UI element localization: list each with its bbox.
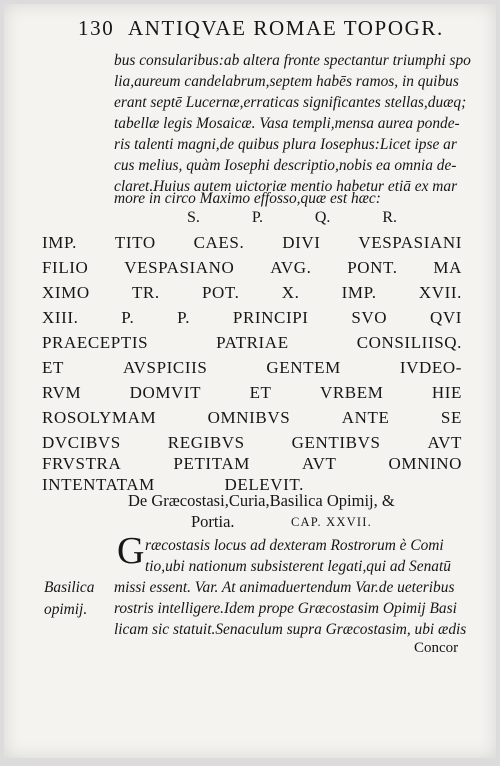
inscription-line <box>42 433 462 453</box>
text-line: licam sic statuit.Senaculum supra Græcostasim, ubi ædis <box>114 621 467 638</box>
spqr-letter: Q. <box>314 209 331 226</box>
text-line: missi essent. Var. At animaduertendum Var.de ueteribus <box>114 579 455 596</box>
inscription-word: POT. <box>201 283 240 302</box>
book-page <box>4 4 496 758</box>
inscription-word: PATRIAE <box>216 333 289 352</box>
inscription-word: DELEVIT. <box>224 475 304 494</box>
chapter-title: De Græcostasi,Curia,Basilica Opimij, & <box>128 491 395 510</box>
inscription-word: AVSPICIIS <box>122 358 208 377</box>
marginal-note: opimij. <box>44 601 88 618</box>
text-line: cus melius, quàm Iosephi descriptio,nobis ea omnia de- <box>114 157 457 174</box>
inscription-line <box>42 333 462 353</box>
inscription-word: AVG. <box>270 258 312 277</box>
drop-capital: G <box>117 530 145 572</box>
inscription-word: IVDEO- <box>399 358 462 377</box>
inscription-line <box>42 358 462 378</box>
inscription-word: P. <box>121 308 135 327</box>
inscription-word: AVT <box>301 454 337 473</box>
text-line: ris talenti magni,de quibus plura Iosephus:Licet ipse ar <box>114 136 457 153</box>
inscription-word: FRVSTRA <box>42 454 122 473</box>
page-number: 130 <box>78 16 115 40</box>
inscription-line <box>42 233 462 253</box>
inscription-word: AVT <box>427 433 462 452</box>
inscription-word: CONSILIISQ. <box>356 333 462 352</box>
text-line: more in circo Maximo effosso,quæ est hæc: <box>114 190 381 207</box>
marginal-note: Basilica <box>44 579 95 596</box>
inscription-line <box>42 454 462 474</box>
inscription-word: XIMO <box>42 283 90 302</box>
inscription-word: FILIO <box>42 258 89 277</box>
inscription-word: ET <box>249 383 272 402</box>
text-line: ræcostasis locus ad dexteram Rostrorum è Comi <box>145 537 444 554</box>
inscription-word: OMNIBVS <box>207 408 291 427</box>
inscription-word: PETITAM <box>173 454 250 473</box>
inscription-line <box>42 283 462 303</box>
inscription-word: GENTEM <box>266 358 341 377</box>
inscription-word: QVI <box>429 308 462 327</box>
spqr-letter: S. <box>187 209 200 226</box>
text-line: claret.Huius autem uictoriæ mentio habetur etiā ex mar <box>114 178 458 195</box>
text-line: lia,aureum candelabrum,septem habēs ramos, in quibus <box>114 73 459 90</box>
chapter-number: CAP. XXVII. <box>291 515 372 529</box>
inscription-line <box>42 308 462 328</box>
inscription-word: INTENTATAM <box>42 475 155 494</box>
inscription-word: CAES. <box>193 233 245 252</box>
running-header <box>78 16 478 41</box>
inscription-line <box>42 258 462 278</box>
spqr-letter: P. <box>251 209 263 226</box>
inscription-word: OMNINO <box>388 454 462 473</box>
inscription-word: IMP. <box>341 283 377 302</box>
inscription-word: MA <box>433 258 462 277</box>
inscription-word: RVM <box>42 383 82 402</box>
inscription-word: VESPASIANO <box>124 258 235 277</box>
inscription-word: GENTIBVS <box>291 433 381 452</box>
spqr-line <box>187 209 397 227</box>
text-line: erant septē Lucernæ,erraticas significantes stellas,duæq; <box>114 94 467 111</box>
inscription-word: VESPASIANI <box>358 233 462 252</box>
inscription-word: ET <box>42 358 64 377</box>
inscription-word: PONT. <box>347 258 398 277</box>
inscription-word: IMP. <box>42 233 77 252</box>
inscription-word: XIII. <box>42 308 79 327</box>
inscription-line <box>42 383 462 403</box>
inscription-word: TR. <box>131 283 160 302</box>
inscription-word: SE <box>440 408 462 427</box>
text-line: bus consularibus:ab altera fronte spectantur triumphi spo <box>114 52 471 69</box>
inscription-word: ROSOLYMAM <box>42 408 157 427</box>
inscription-word: REGIBVS <box>167 433 245 452</box>
chapter-title-continued: Portia. <box>191 512 235 531</box>
text-line: tabellæ legis Mosaicæ. Vasa templi,mensa aurea ponde- <box>114 115 460 132</box>
text-line: rostris intelligere.Idem prope Græcostasim Opimij Basi <box>114 600 457 617</box>
text-line: tio,ubi nationum subsisterent legati,qui ad Senatū <box>145 558 451 575</box>
inscription-word: P. <box>177 308 191 327</box>
inscription-word: PRINCIPI <box>232 308 309 327</box>
inscription-word: DIVI <box>282 233 321 252</box>
inscription-word: DOMVIT <box>129 383 202 402</box>
inscription-word: X. <box>281 283 300 302</box>
inscription-word: HIE <box>431 383 462 402</box>
inscription-word: SVO <box>351 308 388 327</box>
spqr-letter: R. <box>382 209 397 226</box>
running-title: ANTIQVAE ROMAE TOPOGR. <box>128 16 444 40</box>
inscription-word: ANTE <box>341 408 390 427</box>
inscription-word: DVCIBVS <box>42 433 121 452</box>
catchword: Concor <box>414 640 459 656</box>
inscription-word: XVII. <box>418 283 462 302</box>
inscription-line <box>42 408 462 428</box>
inscription-word: VRBEM <box>319 383 384 402</box>
inscription-word: TITO <box>114 233 156 252</box>
inscription-word: PRAECEPTIS <box>42 333 149 352</box>
